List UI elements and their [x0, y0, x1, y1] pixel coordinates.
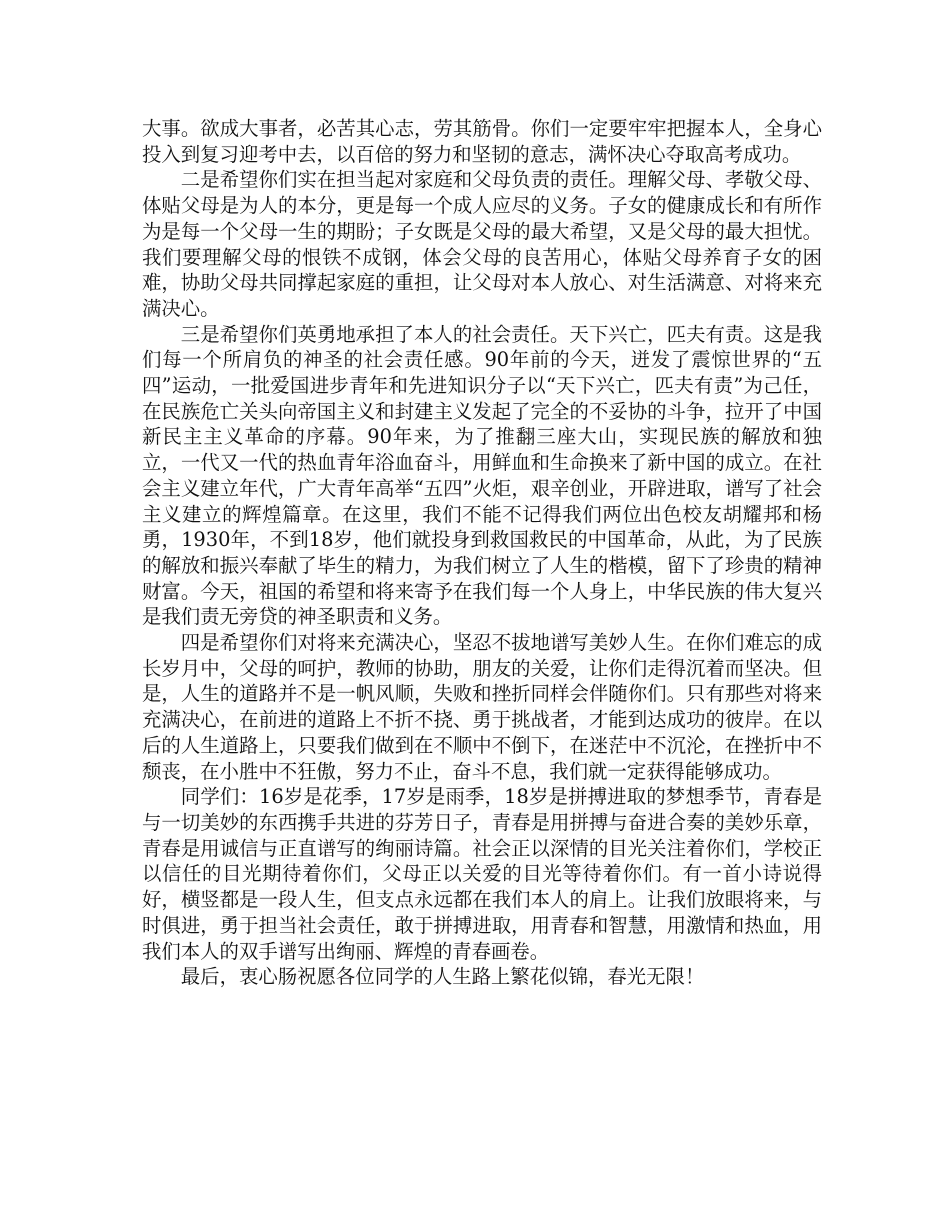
paragraph-1: 大事。欲成大事者，必苦其心志，劳其筋骨。你们一定要牢牢把握本人，全身心投入到复习迎考中去，以百倍的努力和坚韧的意志，满怀决心夺取高考成功。 — [142, 117, 822, 166]
paragraph-2: 二是希望你们实在担当起对家庭和父母负责的责任。理解父母、孝敬父母、体贴父母是为人的本分，更是每一个成人应尽的义务。子女的健康成长和有所作为是每一个父母一生的期盼；子女既是父母的最大希望，又是父母的最大担忧。我们要理解父母的恨铁不成钢，体会父母的良苦用心，体贴父母养育子女的困难，协助父母共同撑起家庭的重担，让父母对本人放心、对生活满意、对将来充满决心。 — [142, 168, 822, 320]
paragraph-5: 同学们：16岁是花季，17岁是雨季，18岁是拼搏进取的梦想季节，青春是与一切美妙的东西携手共进的芬芳日子，青春是用拼搏与奋进合奏的美妙乐章，青春是用诚信与正直谱写的绚丽诗篇。社会正以深情的目光关注着你们，学校正以信任的目光期待着你们，父母正以关爱的目光等待着你们。有一首小诗说得好，横竖都是一段人生，但支点永远都在我们本人的肩上。让我们放眼将来，与时俱进，勇于担当社会责任，敢于拼搏进取，用青春和智慧，用激情和热血，用我们本人的双手谱写出绚丽、辉煌的青春画卷。 — [142, 785, 822, 963]
paragraph-4: 四是希望你们对将来充满决心，坚忍不拔地谱写美妙人生。在你们难忘的成长岁月中，父母的呵护，教师的协助，朋友的关爱，让你们走得沉着而坚决。但是，人生的道路并不是一帆风顺，失败和挫折同样会伴随你们。只有那些对将来充满决心，在前进的道路上不折不挠、勇于挑战者，才能到达成功的彼岸。在以后的人生道路上，只要我们做到在不顺中不倒下，在迷茫中不沉沦，在挫折中不颓丧，在小胜中不狂傲，努力不止，奋斗不息，我们就一定获得能够成功。 — [142, 631, 822, 783]
paragraph-3: 三是希望你们英勇地承担了本人的社会责任。天下兴亡，匹夫有责。这是我们每一个所肩负的神圣的社会责任感。90年前的今天，迸发了震惊世界的“五四”运动，一批爱国进步青年和先进知识分子以“天下兴亡，匹夫有责”为己任，在民族危亡关头向帝国主义和封建主义发起了完全的不妥协的斗争，拉开了中国新民主主义革命的序幕。90年来，为了推翻三座大山，实现民族的解放和独立，一代又一代的热血青年浴血奋斗，用鲜血和生命换来了新中国的成立。在社会主义建立年代，广大青年高举“五四”火炬，艰辛创业，开辟进取，谱写了社会主义建立的辉煌篇章。在这里，我们不能不记得我们两位出色校友胡耀邦和杨勇，1930年，不到18岁，他们就投身到救国救民的中国革命，从此，为了民族的解放和振兴奉献了毕生的精力，为我们树立了人生的楷模，留下了珍贵的精神财富。今天，祖国的希望和将来寄予在我们每一个人身上，中华民族的伟大复兴是我们责无旁贷的神圣职责和义务。 — [142, 322, 822, 629]
paragraph-6: 最后，衷心肠祝愿各位同学的人生路上繁花似锦，春光无限！ — [180, 965, 705, 989]
document-page — [142, 116, 822, 990]
